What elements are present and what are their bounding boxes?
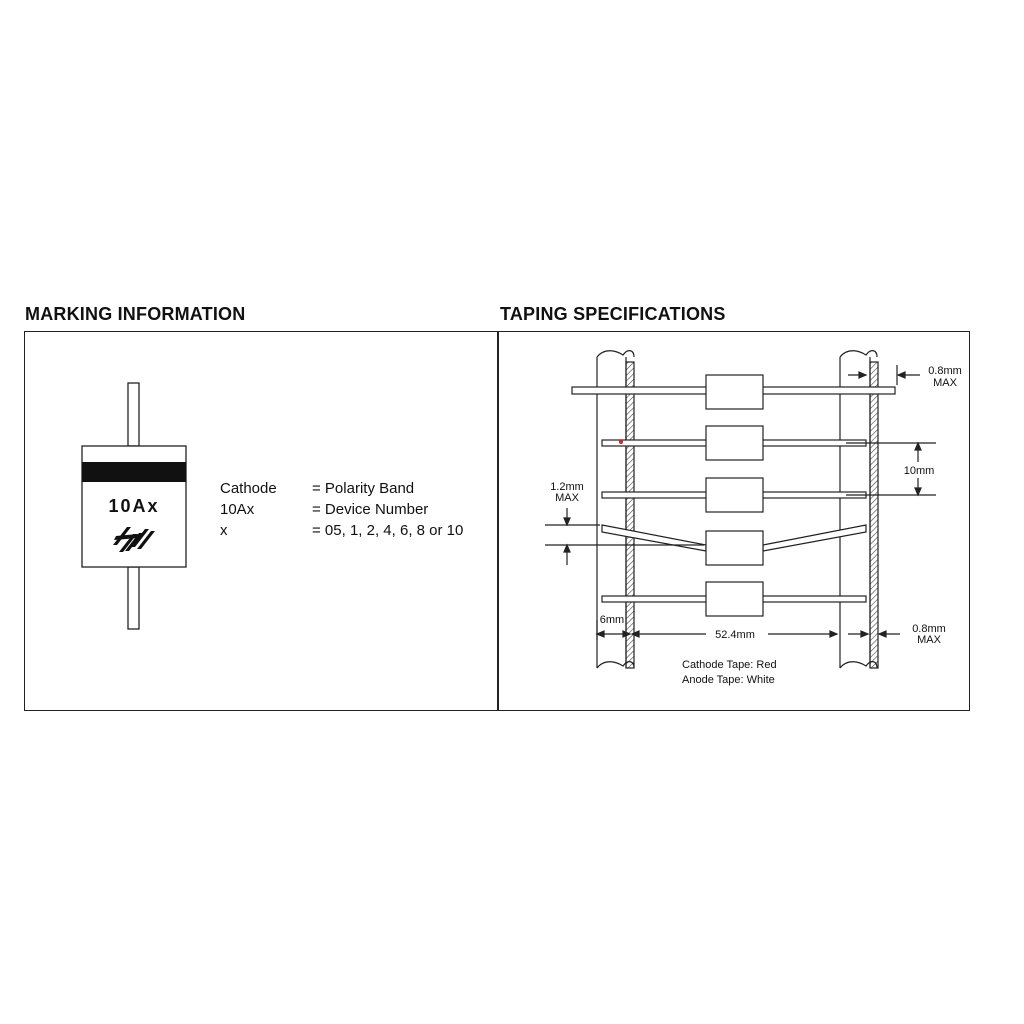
legend-key: 10Ax <box>220 501 255 518</box>
legend-row <box>220 499 463 520</box>
legend-row <box>220 520 463 541</box>
dim-left-skew-value: 1.2mm <box>550 481 584 493</box>
legend-value: = Device Number <box>312 501 429 518</box>
diode-package <box>82 383 186 629</box>
dim-tape-edge-label: 6mm <box>599 614 625 626</box>
taped-component <box>602 582 866 616</box>
legend-value: = Polarity Band <box>312 480 415 497</box>
polarity-band <box>82 462 186 482</box>
marking-information-title: MARKING INFORMATION <box>25 304 246 324</box>
dim-bottom-right-note: MAX <box>917 634 941 646</box>
cathode-tape-note: Cathode Tape: Red <box>682 659 777 671</box>
diode-top-lead <box>128 383 139 446</box>
taping-specifications-title: TAPING SPECIFICATIONS <box>500 304 726 324</box>
legend-row <box>220 478 463 499</box>
dim-pitch-label: 10mm <box>903 465 935 477</box>
legend-key: Cathode <box>220 480 277 497</box>
legend-value: = 05, 1, 2, 4, 6, 8 or 10 <box>312 522 464 539</box>
anode-tape-note: Anode Tape: White <box>682 674 775 686</box>
marking-legend <box>220 478 463 541</box>
diode-bottom-lead <box>128 567 139 629</box>
dim-top-right-note: MAX <box>933 377 957 389</box>
dim-top-right <box>848 365 920 385</box>
right-tape <box>840 351 878 668</box>
dim-bottom-right-value: 0.8mm <box>912 623 946 635</box>
taped-component <box>572 375 895 409</box>
dim-body-span-label: 52.4mm <box>715 629 755 641</box>
dim-left-skew-note: MAX <box>555 492 579 504</box>
legend-key: x <box>220 522 228 539</box>
dim-top-right-value: 0.8mm <box>928 365 962 377</box>
taped-component <box>602 478 866 512</box>
device-number-text: 10Ax <box>108 496 160 516</box>
taped-component <box>602 426 866 460</box>
